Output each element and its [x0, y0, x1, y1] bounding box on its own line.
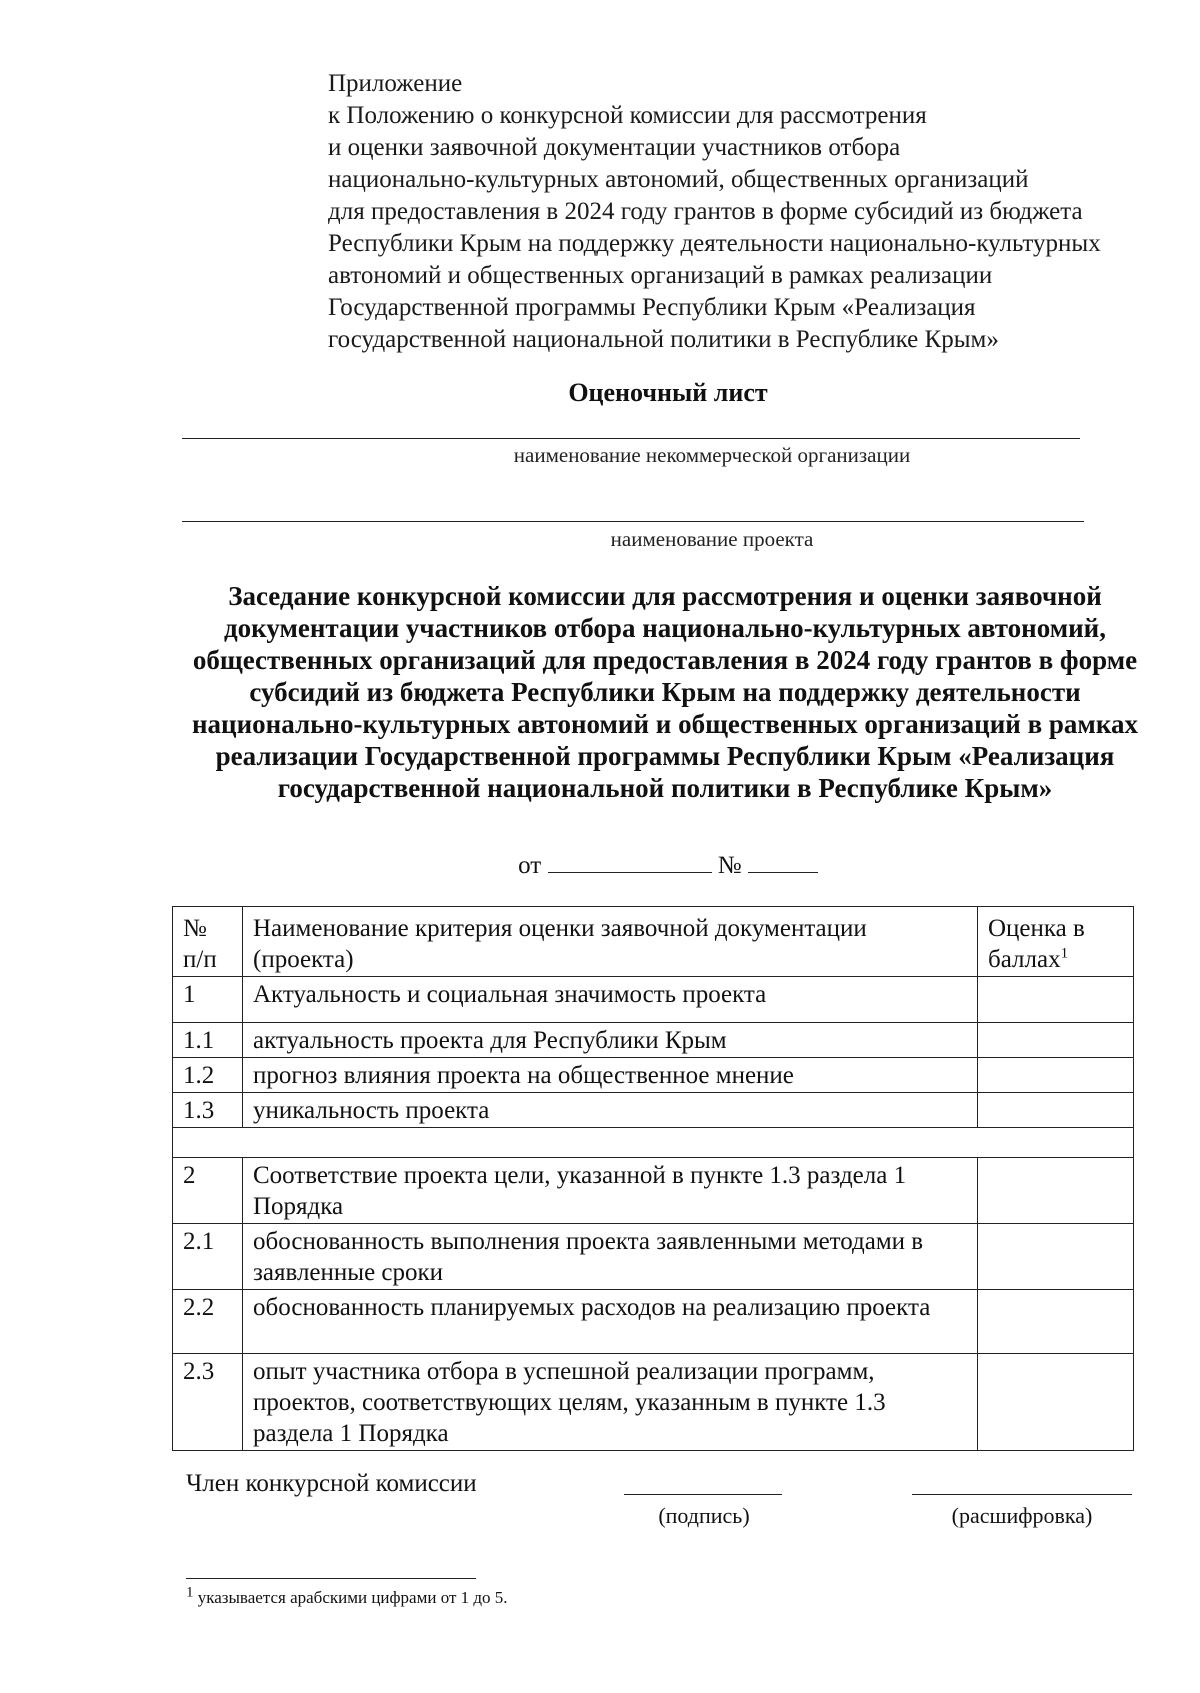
appendix-block	[328, 68, 1188, 356]
criteria-table	[172, 906, 1134, 1451]
decoding-caption: (расшифровка)	[951, 1503, 1093, 1528]
date-blank	[548, 850, 712, 873]
org-name-caption: наименование некоммерческой организации	[513, 443, 911, 467]
appendix-line: и оценки заявочной документации участников отбора	[328, 134, 901, 161]
row-num: 2.3	[173, 1354, 243, 1451]
table-row	[173, 1290, 1134, 1354]
score-cell[interactable]	[978, 1023, 1134, 1058]
spacer-cell	[173, 1128, 1134, 1158]
table-row	[173, 977, 1134, 1023]
document-title: Оценочный лист	[568, 378, 768, 407]
row-criterion: Соответствие проекта цели, указанной в пункте 1.3 раздела 1 Порядка	[243, 1158, 978, 1224]
row-criterion: опыт участника отбора в успешной реализации программ, проектов, соответствующих целям, указанным в пункте 1.3 раздела 1 Порядка	[243, 1354, 978, 1451]
row-criterion: обоснованность планируемых расходов на реализацию проекта	[243, 1290, 978, 1354]
table-row	[173, 1354, 1134, 1451]
appendix-line: Республики Крым на поддержку деятельности национально-культурных	[328, 230, 1101, 257]
row-criterion: уникальность проекта	[243, 1093, 978, 1128]
number-blank	[748, 850, 818, 873]
row-criterion: Актуальность и социальная значимость проекта	[243, 977, 978, 1023]
appendix-line: Приложение	[328, 70, 463, 97]
row-num: 2.2	[173, 1290, 243, 1354]
appendix-line: государственной национальной политики в Республике Крым»	[328, 326, 999, 353]
header-num: № п/п	[173, 907, 243, 977]
row-num: 2	[173, 1158, 243, 1224]
table-spacer-row	[173, 1128, 1134, 1158]
score-cell[interactable]	[978, 1224, 1134, 1290]
table-header-row	[173, 907, 1134, 977]
row-num: 1	[173, 977, 243, 1023]
row-criterion: прогноз влияния проекта на общественное мнение	[243, 1058, 978, 1093]
footnote-mark: 1	[186, 1584, 194, 1601]
project-name-caption: наименование проекта	[610, 527, 814, 551]
appendix-line: национально-культурных автономий, общественных организаций	[328, 166, 1029, 193]
org-name-line	[182, 438, 1080, 439]
date-label: от	[518, 852, 542, 879]
footnote-separator	[186, 1578, 476, 1579]
table-row	[173, 1224, 1134, 1290]
row-num: 1.2	[173, 1058, 243, 1093]
score-cell[interactable]	[978, 1058, 1134, 1093]
score-cell[interactable]	[978, 1158, 1134, 1224]
header-criterion: Наименование критерия оценки заявочной документации (проекта)	[243, 907, 978, 977]
score-cell[interactable]	[978, 1093, 1134, 1128]
row-criterion: обоснованность выполнения проекта заявленными методами в заявленные сроки	[243, 1224, 978, 1290]
row-num: 1.1	[173, 1023, 243, 1058]
footnote-ref: 1	[1060, 945, 1069, 962]
appendix-line: автономий и общественных организаций в рамках реализации	[328, 262, 993, 289]
date-number-line	[0, 850, 1200, 880]
table-row	[173, 1093, 1134, 1128]
footnote-text: указывается арабскими цифрами от 1 до 5.	[193, 1588, 508, 1607]
score-cell[interactable]	[978, 1354, 1134, 1451]
appendix-line: к Положению о конкурсной комиссии для рассмотрения	[328, 102, 927, 129]
commission-member-label: Член конкурсной комиссии	[186, 1470, 477, 1497]
header-score-label: Оценка в баллах	[988, 915, 1085, 973]
row-criterion: актуальность проекта для Республики Крым	[243, 1023, 978, 1058]
row-num: 1.3	[173, 1093, 243, 1128]
appendix-line: для предоставления в 2024 году грантов в форме субсидий из бюджета	[328, 198, 1083, 225]
signature-caption: (подпись)	[658, 1503, 750, 1528]
number-label: №	[717, 852, 742, 879]
decoding-line	[912, 1494, 1132, 1495]
project-name-line	[182, 521, 1084, 522]
table-row	[173, 1158, 1134, 1224]
signature-line	[624, 1494, 782, 1495]
footnote	[186, 1584, 508, 1608]
score-cell[interactable]	[978, 977, 1134, 1023]
row-num: 2.1	[173, 1224, 243, 1290]
score-cell[interactable]	[978, 1290, 1134, 1354]
table-row	[173, 1023, 1134, 1058]
appendix-line: Государственной программы Республики Крым «Реализация	[328, 294, 976, 321]
table-row	[173, 1058, 1134, 1093]
header-score	[978, 907, 1134, 977]
session-heading: Заседание конкурсной комиссии для рассмотрения и оценки заявочной документации участников отбора национально-культурных автономий, общественных организаций для предоставления в 2024 году грантов в форме субсидий из бюджета Республики Крым на поддержку деятельности национально-культурных автономий и общественных организаций в рамках реализации Государственной программы Республики Крым «Реализация государственной национальной политики в Республике Крым»	[192, 581, 1138, 803]
